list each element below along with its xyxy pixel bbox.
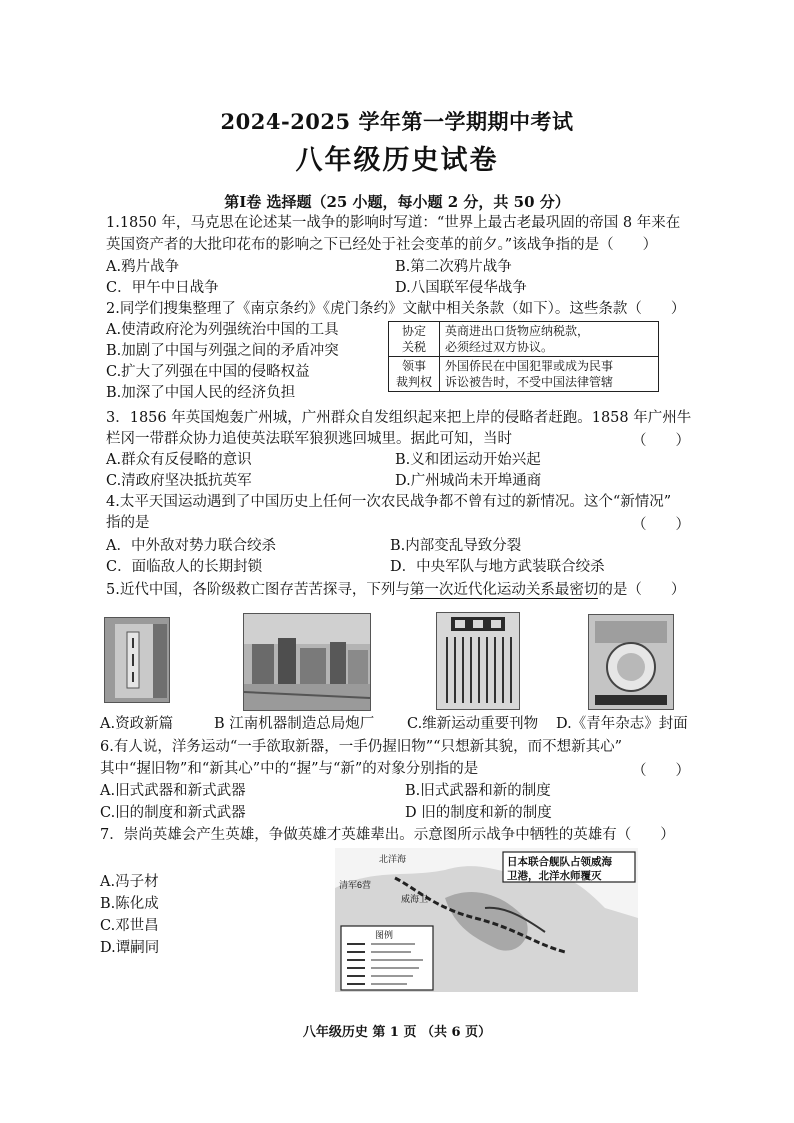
q1-stem-line1: 1.1850 年，马克思在论述某一战争的影响时写道：“世界上最古老最巩固的帝国 8 年来在 <box>106 215 681 231</box>
q3-option-d: D.广州城尚未开埠通商 <box>395 473 542 489</box>
q3-stem-line2: 栏冈一带群众协力追使英法联军狼狈逃回城里。据此可知，当时 <box>106 431 512 447</box>
q6-answer-bracket: （ ） <box>632 763 690 779</box>
q4-option-c: C．面临敌人的长期封锁 <box>106 559 263 575</box>
q6-option-b: B.旧式武器和新的制度 <box>405 783 551 799</box>
q5-option-d: D.《青年杂志》封面 <box>556 716 688 732</box>
map-label-qing-army: 清军6营 <box>339 880 372 890</box>
q5-option-a: A.资政新篇 <box>100 716 174 732</box>
q5-option-c: C.维新运动重要刊物 <box>407 716 539 732</box>
q5-stem-underlined: 第一次近代化运动关系最密切 <box>409 582 599 598</box>
q2-option-c: C.扩大了列强在中国的侵略权益 <box>106 364 310 380</box>
page-footer: 八年级历史 第 1 页 （共 6 页） <box>302 1025 492 1040</box>
table-row <box>389 322 659 357</box>
q6-option-a: A.旧式武器和新式武器 <box>100 783 246 799</box>
q1-option-d: D.八国联军侵华战争 <box>395 280 527 296</box>
q5-option-b: B 江南机器制造总局炮厂 <box>214 716 375 732</box>
q4-option-b: B.内部变乱导致分裂 <box>390 538 522 554</box>
q4-stem-line2: 指的是 <box>106 515 150 531</box>
q4-option-d: D．中央军队与地方武装联合绞杀 <box>390 559 605 575</box>
q6-option-d: D 旧的制度和新的制度 <box>405 805 552 821</box>
reform-journal-image <box>436 612 520 710</box>
q7-option-d: D.谭嗣同 <box>100 940 160 956</box>
new-youth-cover-image <box>588 614 674 710</box>
clause-text: 外国侨民在中国犯罪或成为民事 诉讼被告时，不受中国法律管辖 <box>440 357 659 392</box>
q2-option-d: B.加深了中国人民的经济负担 <box>106 385 296 401</box>
q1-option-b: B.第二次鸦片战争 <box>395 259 512 275</box>
q1-option-c: C．甲午中日战争 <box>106 280 219 296</box>
exam-subtitle: 八年级历史试卷 <box>295 145 499 176</box>
q6-option-c: C.旧的制度和新式武器 <box>100 805 246 821</box>
q4-stem-line1: 4.太平天国运动遇到了中国历史上任何一次农民战争都不曾有过的新情况。这个“新情况” <box>106 494 672 510</box>
map-legend-title: 图例 <box>375 930 394 940</box>
q3-option-a: A.群众有反侵略的意识 <box>106 452 252 468</box>
map-label-bohai: 北洋海 <box>379 854 407 864</box>
q7-option-a: A.冯子材 <box>100 874 159 890</box>
q6-stem-line2: 其中“握旧物”和“新其心”中的“握”与“新”的对象分别指的是 <box>100 761 479 777</box>
q2-option-a: A.使清政府沦为列强统治中国的工具 <box>106 322 339 338</box>
zizheng-xinpian-image <box>104 617 170 703</box>
clause-key: 协定 关税 <box>389 322 440 357</box>
q6-stem-line1: 6.有人说，洋务运动“一手欲取新器，一手仍握旧物”“只想新其貌，而不想新其心” <box>100 739 622 755</box>
q7-option-b: B.陈化成 <box>100 896 159 912</box>
q3-stem-line1: 3．1856 年英国炮轰广州城，广州群众自发组织起来把上岸的侵略者赶跑。1858 年广州牛 <box>106 410 692 426</box>
clause-key: 领事 裁判权 <box>389 357 440 392</box>
q7-stem: 7．崇尚英雄会产生英雄，争做英雄才英雄辈出。示意图所示战争中牺牲的英雄有（ ） <box>100 827 675 843</box>
jiangnan-arsenal-photo <box>243 613 371 711</box>
q3-option-c: C.清政府坚决抵抗英军 <box>106 473 252 489</box>
q5-stem: 5.近代中国，各阶级救亡图存苦苦探寻，下列与第一次近代化运动关系最密切的是（ ） <box>106 582 686 598</box>
q1-stem-line2: 英国资产者的大批印花布的影响之下已经处于社会变革的前夕。”该战争指的是（ ） <box>106 237 658 253</box>
q4-answer-bracket: （ ） <box>632 517 690 533</box>
war-map <box>335 848 638 992</box>
q3-option-b: B.义和团运动开始兴起 <box>395 452 541 468</box>
q2-stem: 2.同学们搜集整理了《南京条约》《虎门条约》文献中相关条款（如下）。这些条款（ ） <box>106 301 686 317</box>
map-annotation-line2: 卫港，北洋水师覆灭 <box>507 870 602 882</box>
q2-option-b: B.加剧了中国与列强之间的矛盾冲突 <box>106 343 339 359</box>
map-annotation-line1: 日本联合舰队占领威海 <box>507 856 612 868</box>
table-row <box>389 357 659 392</box>
q4-option-a: A．中外敌对势力联合绞杀 <box>106 538 276 554</box>
exam-title: 2024-2025 学年第一学期期中考试 <box>220 109 574 134</box>
section-heading: 第Ⅰ卷 选择题（25 小题，每小题 2 分，共 50 分） <box>224 193 570 211</box>
q1-option-a: A.鸦片战争 <box>106 259 180 275</box>
q3-answer-bracket: （ ） <box>632 433 690 449</box>
treaty-clauses-table <box>388 321 659 392</box>
clause-text: 英商进出口货物应纳税款， 必须经过双方协议。 <box>440 322 659 357</box>
map-label-weihaiwei: 威海卫 <box>401 894 429 904</box>
q7-option-c: C.邓世昌 <box>100 918 159 934</box>
